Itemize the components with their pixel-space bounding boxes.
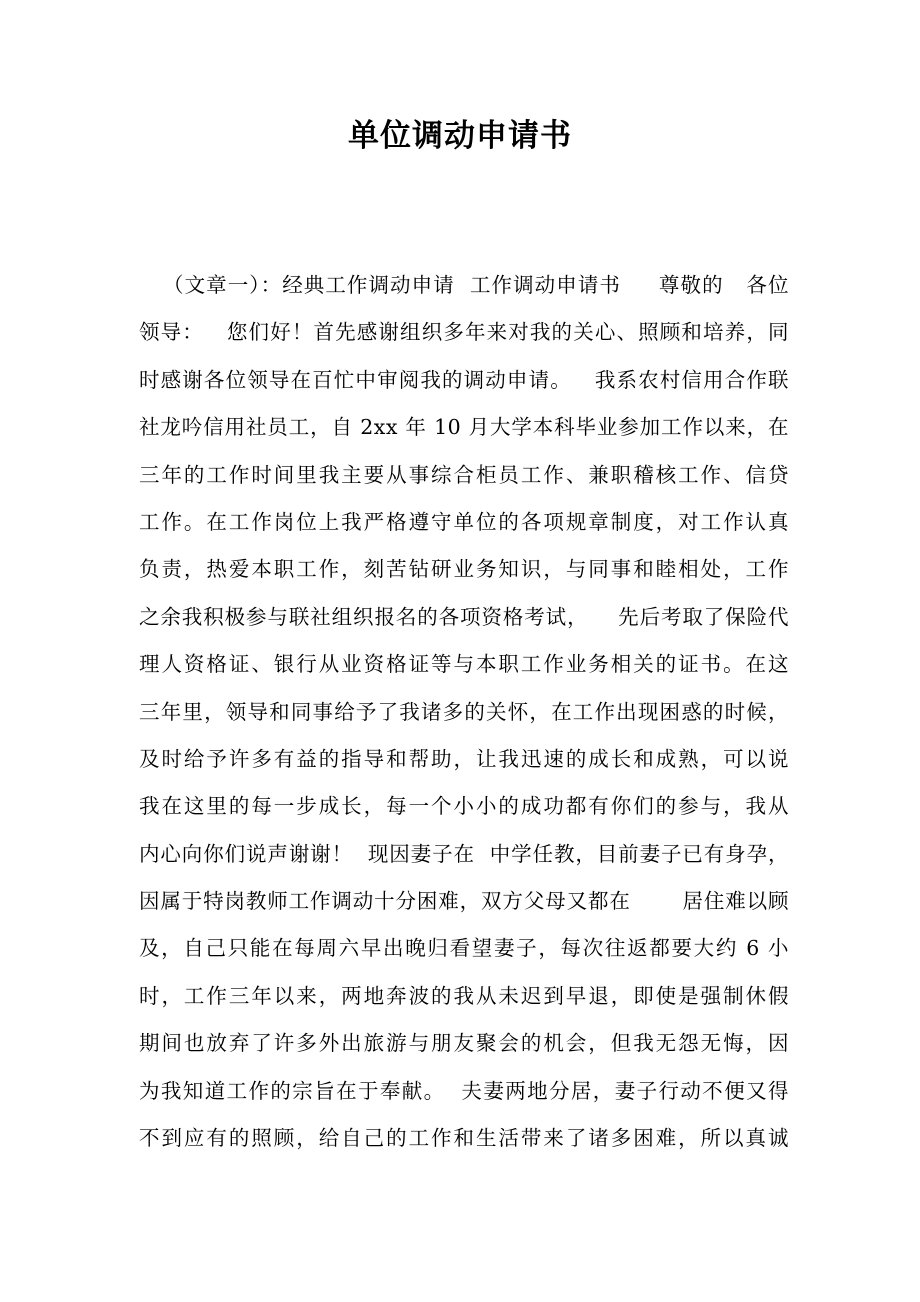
body-line: 因属于特岗教师工作调动十分困难，双方父母又都在 居住难以顾 xyxy=(139,889,789,914)
body-line: 我在这里的每一步成长，每一个小小的成功都有你们的参与，我从 xyxy=(139,794,789,819)
body-line: 时，工作三年以来，两地奔波的我从未迟到早退，即使是强制休假 xyxy=(139,983,789,1008)
document-body xyxy=(139,262,789,1162)
body-line: 及，自己只能在每周六早出晚归看望妻子，每次往返都要大约 6 小 xyxy=(139,936,789,961)
body-line: 为我知道工作的宗旨在于奉献。 夫妻两地分居，妻子行动不便又得 xyxy=(139,1078,789,1103)
body-line: 及时给予许多有益的指导和帮助，让我迅速的成长和成熟，可以说 xyxy=(139,746,789,771)
body-line: 负责，热爱本职工作，刻苦钻研业务知识，与同事和睦相处，工作 xyxy=(139,557,789,582)
body-line: 工作。在工作岗位上我严格遵守单位的各项规章制度，对工作认真 xyxy=(139,509,789,534)
body-line: 三年的工作时间里我主要从事综合柜员工作、兼职稽核工作、信贷 xyxy=(139,462,789,487)
body-line: 三年里，领导和同事给予了我诸多的关怀，在工作出现困惑的时候， xyxy=(139,699,789,724)
body-line: 领导： 您们好！首先感谢组织多年来对我的关心、照顾和培养，同 xyxy=(139,320,789,345)
document-title: 单位调动申请书 xyxy=(348,118,572,154)
body-line: 内心向你们说声谢谢！ 现因妻子在 中学任教，目前妻子已有身孕， xyxy=(139,841,789,866)
body-line: 理人资格证、银行从业资格证等与本职工作业务相关的证书。在这 xyxy=(139,652,789,677)
body-line: 之余我积极参与联社组织报名的各项资格考试， 先后考取了保险代 xyxy=(139,604,789,629)
body-line: 不到应有的照顾，给自己的工作和生活带来了诸多困难，所以真诚 xyxy=(139,1126,789,1151)
body-line: 社龙吟信用社员工，自 2xx 年 10 月大学本科毕业参加工作以来，在 xyxy=(139,415,789,440)
body-line: 期间也放弃了许多外出旅游与朋友聚会的机会，但我无怨无悔，因 xyxy=(139,1031,789,1056)
body-line: （文章一）：经典工作调动申请 工作调动申请书 尊敬的 各位 xyxy=(163,273,789,297)
body-line: 时感谢各位领导在百忙中审阅我的调动申请。 我系农村信用合作联 xyxy=(139,367,789,392)
